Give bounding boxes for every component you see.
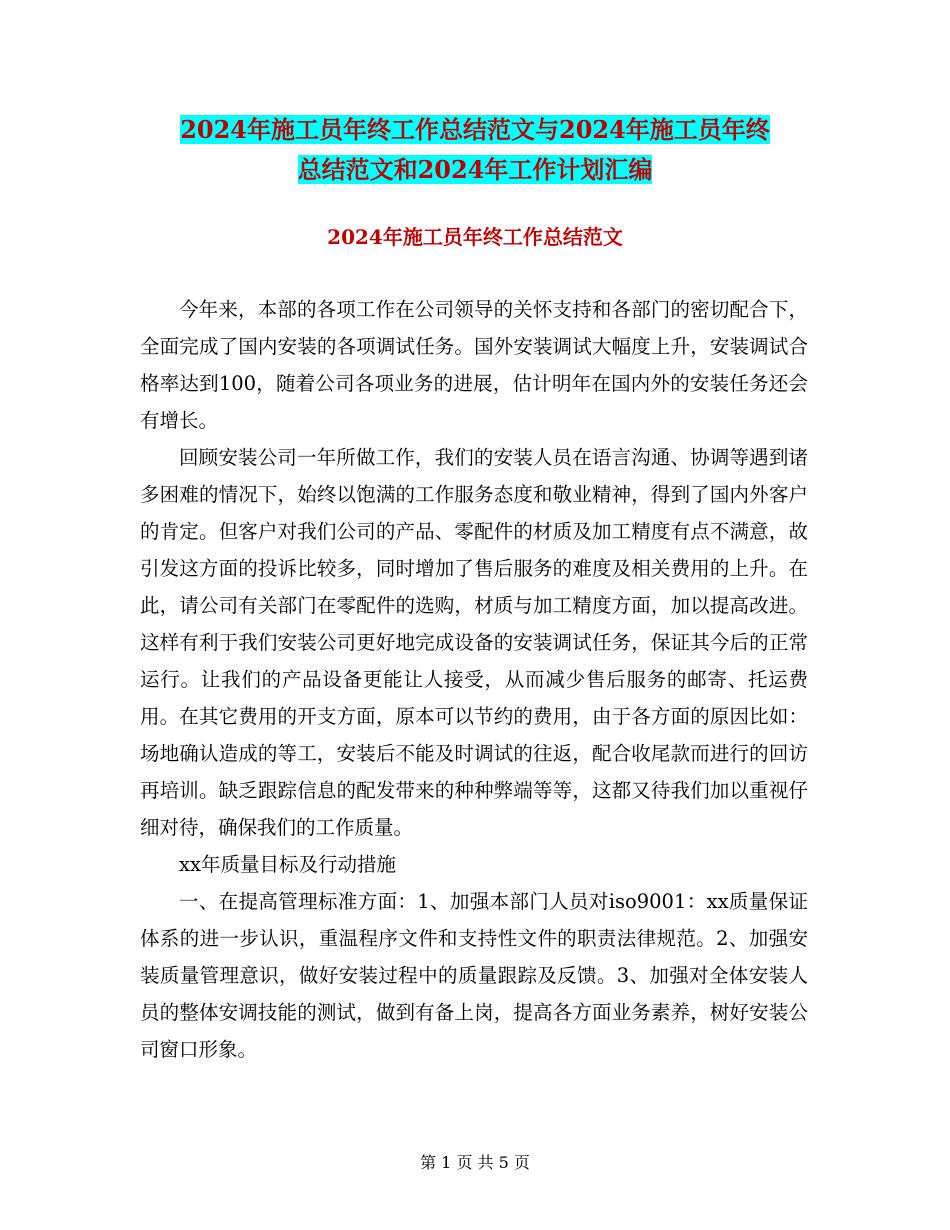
paragraph: 回顾安装公司一年所做工作，我们的安装人员在语言沟通、协调等遇到诸多困难的情况下，始终以饱满的工作服务态度和敬业精神，得到了国内外客户的肯定。但客户对我们公司的产品、零配件的材质及加工精度有点不满意，故引发这方面的投诉比较多，同时增加了售后服务的难度及相关费用的上升。在此，请公司有关部门在零配件的选购，材质与加工精度方面，加以提高改进。这样有利于我们安装公司更好地完成设备的安装调试任务，保证其今后的正常运行。让我们的产品设备更能让人接受，从而减少售后服务的邮寄、托运费用。在其它费用的开支方面，原本可以节约的费用，由于各方面的原因比如：场地确认造成的等工，安装后不能及时调试的往返，配合收尾款而进行的回访再培训。缺乏跟踪信息的配发带来的种种弊端等等，这都又待我们加以重视仔细对待，确保我们的工作质量。 (140, 446, 808, 839)
title-line-1: 2024年施工员年终工作总结范文与2024年施工员年终 (180, 115, 770, 144)
paragraph: 今年来，本部的各项工作在公司领导的关怀支持和各部门的密切配合下，全面完成了国内安装的各项调试任务。国外安装调试大幅度上升，安装调试合格率达到100，随着公司各项业务的进展，估计明年在国内外的安装任务还会有增长。 (140, 298, 808, 432)
page-number-footer: 第 1 页 共 5 页 (420, 1153, 530, 1172)
title-line-2: 总结范文和2024年工作计划汇编 (297, 155, 653, 184)
paragraph: 一、在提高管理标准方面：1、加强本部门人员对iso9001：xx质量保证体系的进一步认识，重温程序文件和支持性文件的职责法律规范。2、加强安装质量管理意识，做好安装过程中的质量跟踪及反馈。3、加强对全体安装人员的整体安调技能的测试，做到有备上岗，提高各方面业务素养，树好安装公司窗口形象。 (140, 890, 808, 1061)
document-body (140, 291, 808, 1068)
document-title (140, 110, 810, 190)
paragraph: xx年质量目标及行动措施 (179, 853, 396, 876)
section-title: 2024年施工员年终工作总结范文 (327, 225, 623, 249)
